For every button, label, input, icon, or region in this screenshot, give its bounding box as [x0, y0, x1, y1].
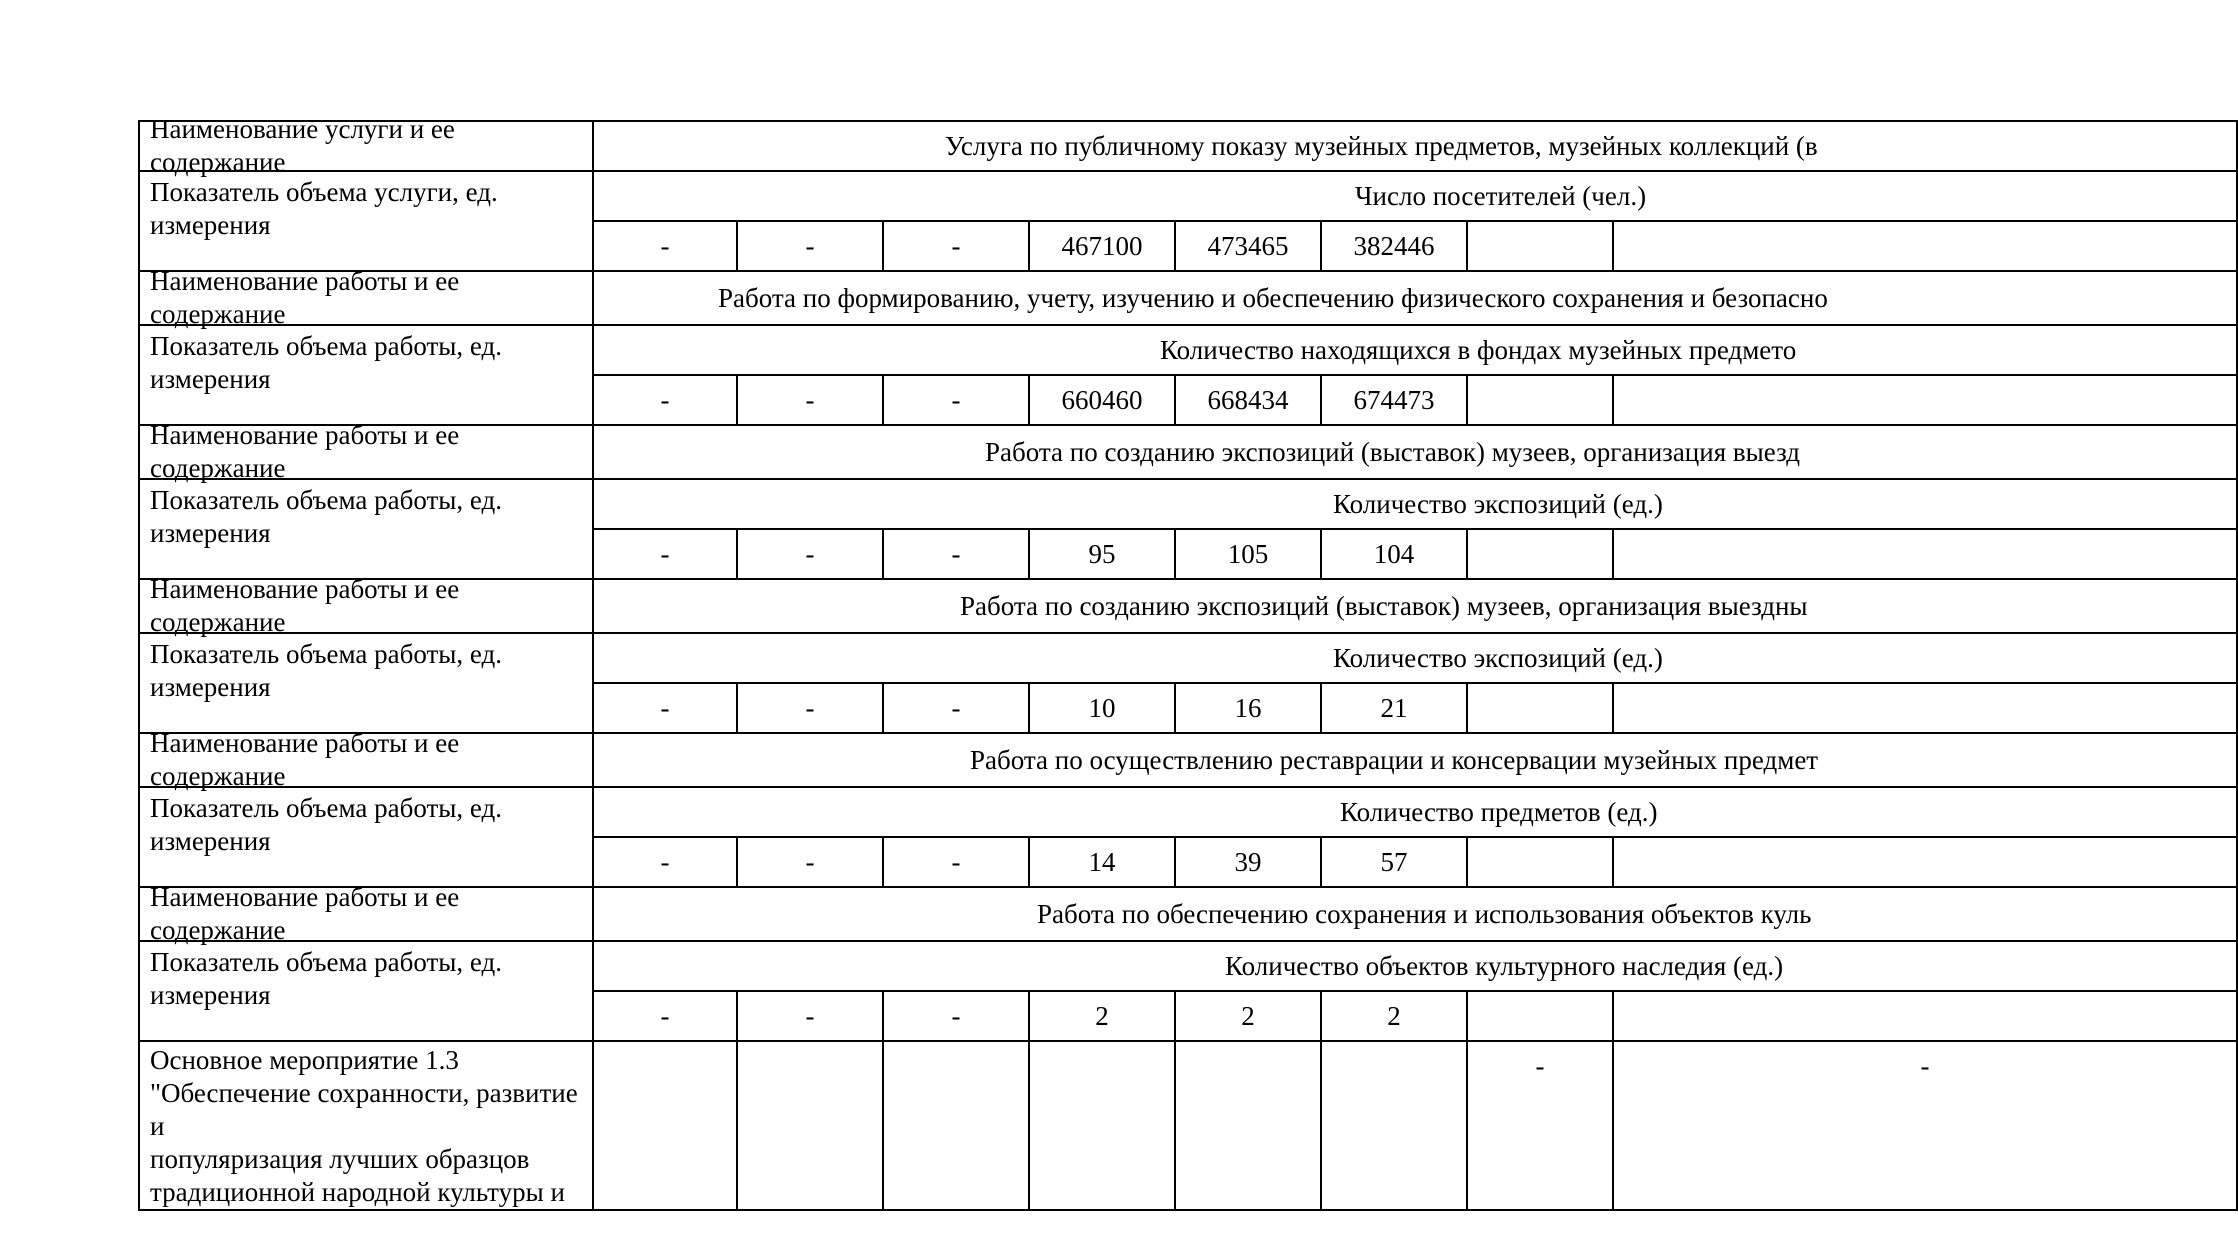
value-cell [1030, 838, 1176, 886]
row-label: Показатель объема работы, ед. [150, 331, 503, 361]
value-cell [738, 222, 884, 270]
value-text: 674473 [1353, 384, 1435, 415]
row-label: Показатель объема услуги, ед. [150, 177, 498, 207]
values-band [594, 374, 2236, 424]
value-text: - [951, 384, 961, 415]
value-text: - [805, 384, 815, 415]
value-cell [594, 992, 738, 1040]
row-label-cell [140, 882, 594, 945]
row-label-cell [140, 420, 594, 483]
value-cell [1030, 222, 1176, 270]
value-text: - [1920, 1051, 1930, 1081]
value-cell [1176, 992, 1322, 1040]
row-label: Наименование работы и ее содержание [150, 420, 460, 483]
table-row [140, 728, 2236, 791]
value-cell [594, 1042, 738, 1209]
value-text: - [660, 846, 670, 877]
row-label-cell [140, 1042, 594, 1209]
row-label-cell [140, 172, 594, 270]
value-text: 14 [1088, 846, 1116, 877]
value-text: - [660, 538, 670, 569]
table-row [140, 574, 2236, 637]
value-cell [738, 376, 884, 424]
value-text: - [951, 846, 961, 877]
table-row [140, 420, 2236, 483]
row-label: измерения [150, 210, 271, 240]
value-cell [1322, 992, 1468, 1040]
value-cell [1614, 222, 2236, 270]
values-band [594, 836, 2236, 886]
value-text: - [805, 846, 815, 877]
table-row [140, 940, 2236, 1040]
value-cell [1468, 838, 1614, 886]
value-cell [1614, 376, 2236, 424]
row-label-cell [140, 574, 594, 637]
row-label: измерения [150, 518, 271, 548]
table-row [140, 170, 2236, 270]
row-label: Показатель объема работы, ед. [150, 793, 503, 823]
values-band [594, 220, 2236, 270]
value-cell [1322, 530, 1468, 578]
value-text: 2 [1095, 1000, 1109, 1031]
service-name-text: Услуга по публичному показу музейных предметов, музейных коллекций (в [945, 130, 1818, 161]
row-label: популяризация лучших образцов [150, 1144, 530, 1174]
value-text: 473465 [1207, 230, 1289, 261]
report-table [138, 114, 2238, 1211]
value-cell [1614, 992, 2236, 1040]
value-cell [1322, 838, 1468, 886]
value-text: 57 [1380, 846, 1408, 877]
value-text: - [660, 384, 670, 415]
values-band [594, 682, 2236, 732]
row-label: измерения [150, 364, 271, 394]
indicator-area [594, 788, 2236, 886]
value-cell [884, 222, 1030, 270]
value-text: 660460 [1061, 384, 1143, 415]
unit-text: Количество объектов культурного наследия (ед.) [1225, 950, 1784, 981]
row-label-cell [140, 788, 594, 886]
value-text: - [1535, 1051, 1545, 1081]
value-cell [1030, 684, 1176, 732]
value-text: - [805, 1000, 815, 1031]
value-text: - [660, 692, 670, 723]
table-row [140, 1040, 2236, 1209]
value-cell [1468, 222, 1614, 270]
value-cell [1468, 992, 1614, 1040]
value-cell [1030, 376, 1176, 424]
value-cell [1322, 222, 1468, 270]
work-name-text: Работа по созданию экспозиций (выставок) музеев, организация выездны [960, 590, 1808, 621]
value-text: 382446 [1353, 230, 1435, 261]
work-name-cell [594, 580, 2236, 632]
work-name-text: Работа по обеспечению сохранения и использования объектов куль [1037, 898, 1812, 929]
value-cell [1468, 376, 1614, 424]
row-label: "Обеспечение сохранности, развитие и [150, 1078, 578, 1141]
row-label-cell [140, 114, 594, 177]
value-text: - [805, 230, 815, 261]
row-label: Наименование работы и ее содержание [150, 574, 460, 637]
indicator-area [594, 172, 2236, 270]
value-cell [1176, 684, 1322, 732]
value-cell [1176, 222, 1322, 270]
value-cell [594, 222, 738, 270]
table-row [140, 324, 2236, 424]
unit-text: Количество находящихся в фондах музейных предмето [1160, 334, 1797, 365]
value-cell [884, 376, 1030, 424]
row-label: Показатель объема работы, ед. [150, 485, 503, 515]
value-cell [884, 992, 1030, 1040]
value-text: - [951, 692, 961, 723]
row-label-cell [140, 480, 594, 578]
value-cell [738, 838, 884, 886]
value-cell [1468, 530, 1614, 578]
value-cell [738, 992, 884, 1040]
value-cell [1030, 530, 1176, 578]
value-text: 105 [1227, 538, 1269, 569]
value-cell [594, 838, 738, 886]
value-cell [884, 530, 1030, 578]
value-text: 467100 [1061, 230, 1143, 261]
table-row [140, 114, 2236, 177]
row-label-cell [140, 634, 594, 732]
value-cell [594, 376, 738, 424]
value-cell [1468, 684, 1614, 732]
value-text: - [951, 230, 961, 261]
value-cell [884, 838, 1030, 886]
service-name-cell [594, 122, 2236, 170]
value-cell [1176, 376, 1322, 424]
unit-text: Количество экспозиций (ед.) [1333, 488, 1663, 519]
value-cell [1614, 838, 2236, 886]
table-row [140, 786, 2236, 886]
value-cell [884, 1042, 1030, 1209]
value-cell [594, 684, 738, 732]
value-text: - [660, 1000, 670, 1031]
unit-cell [594, 326, 2236, 374]
unit-text: Число посетителей (чел.) [1355, 180, 1647, 211]
values-band [594, 990, 2236, 1040]
value-cell [594, 530, 738, 578]
unit-text: Количество экспозиций (ед.) [1333, 642, 1663, 673]
row-label: Наименование работы и ее содержание [150, 882, 460, 945]
value-cell [1322, 1042, 1468, 1209]
row-label: традиционной народной культуры и [150, 1177, 565, 1207]
indicator-area [594, 634, 2236, 732]
row-label: Наименование услуги и ее содержание [150, 114, 455, 177]
work-name-text: Работа по формированию, учету, изучению и обеспечению физического сохранения и безопасно [718, 282, 1828, 313]
indicator-area [594, 480, 2236, 578]
value-cell [1614, 1042, 2236, 1209]
work-name-cell [594, 272, 2236, 324]
value-cell [738, 684, 884, 732]
value-text: 10 [1088, 692, 1116, 723]
row-label-cell [140, 728, 594, 791]
indicator-area [594, 942, 2236, 1040]
value-cell [1468, 1042, 1614, 1209]
unit-cell [594, 788, 2236, 836]
value-text: 668434 [1207, 384, 1289, 415]
value-text: 2 [1241, 1000, 1255, 1031]
value-cell [1030, 992, 1176, 1040]
value-cell [1176, 530, 1322, 578]
value-cell [1176, 838, 1322, 886]
value-cell [1614, 684, 2236, 732]
row-label: Наименование работы и ее содержание [150, 266, 460, 329]
unit-cell [594, 172, 2236, 220]
row-label-cell [140, 942, 594, 1040]
value-cell [1030, 1042, 1176, 1209]
value-text: - [951, 1000, 961, 1031]
table-row [140, 266, 2236, 329]
work-name-cell [594, 888, 2236, 940]
indicator-area [594, 326, 2236, 424]
row-label: Показатель объема работы, ед. [150, 639, 503, 669]
work-name-cell [594, 734, 2236, 786]
row-label: измерения [150, 672, 271, 702]
value-cell [1322, 684, 1468, 732]
value-text: 16 [1234, 692, 1262, 723]
row-label: Основное мероприятие 1.3 [150, 1045, 459, 1075]
table-row [140, 882, 2236, 945]
value-text: 21 [1380, 692, 1408, 723]
values-band [594, 528, 2236, 578]
value-text: - [660, 230, 670, 261]
work-name-text: Работа по созданию экспозиций (выставок) музеев, организация выезд [985, 436, 1800, 467]
row-label: измерения [150, 980, 271, 1010]
value-text: 39 [1234, 846, 1262, 877]
value-cell [738, 1042, 884, 1209]
row-label: Показатель объема работы, ед. [150, 947, 503, 977]
table-row [140, 478, 2236, 578]
row-label-cell [140, 326, 594, 424]
values-band [594, 1042, 2236, 1209]
value-text: - [951, 538, 961, 569]
value-cell [1322, 376, 1468, 424]
value-cell [1614, 530, 2236, 578]
value-text: - [805, 692, 815, 723]
value-text: - [805, 538, 815, 569]
value-cell [884, 684, 1030, 732]
row-label: Наименование работы и ее содержание [150, 728, 460, 791]
table-row [140, 632, 2236, 732]
value-text: 2 [1387, 1000, 1401, 1031]
work-name-cell [594, 426, 2236, 478]
value-text: 95 [1088, 538, 1116, 569]
unit-cell [594, 480, 2236, 528]
value-cell [1176, 1042, 1322, 1209]
row-label-cell [140, 266, 594, 329]
unit-text: Количество предметов (ед.) [1340, 796, 1658, 827]
row-label: измерения [150, 826, 271, 856]
unit-cell [594, 634, 2236, 682]
work-name-text: Работа по осуществлению реставрации и консервации музейных предмет [970, 744, 1819, 775]
value-cell [738, 530, 884, 578]
unit-cell [594, 942, 2236, 990]
value-text: 104 [1373, 538, 1415, 569]
